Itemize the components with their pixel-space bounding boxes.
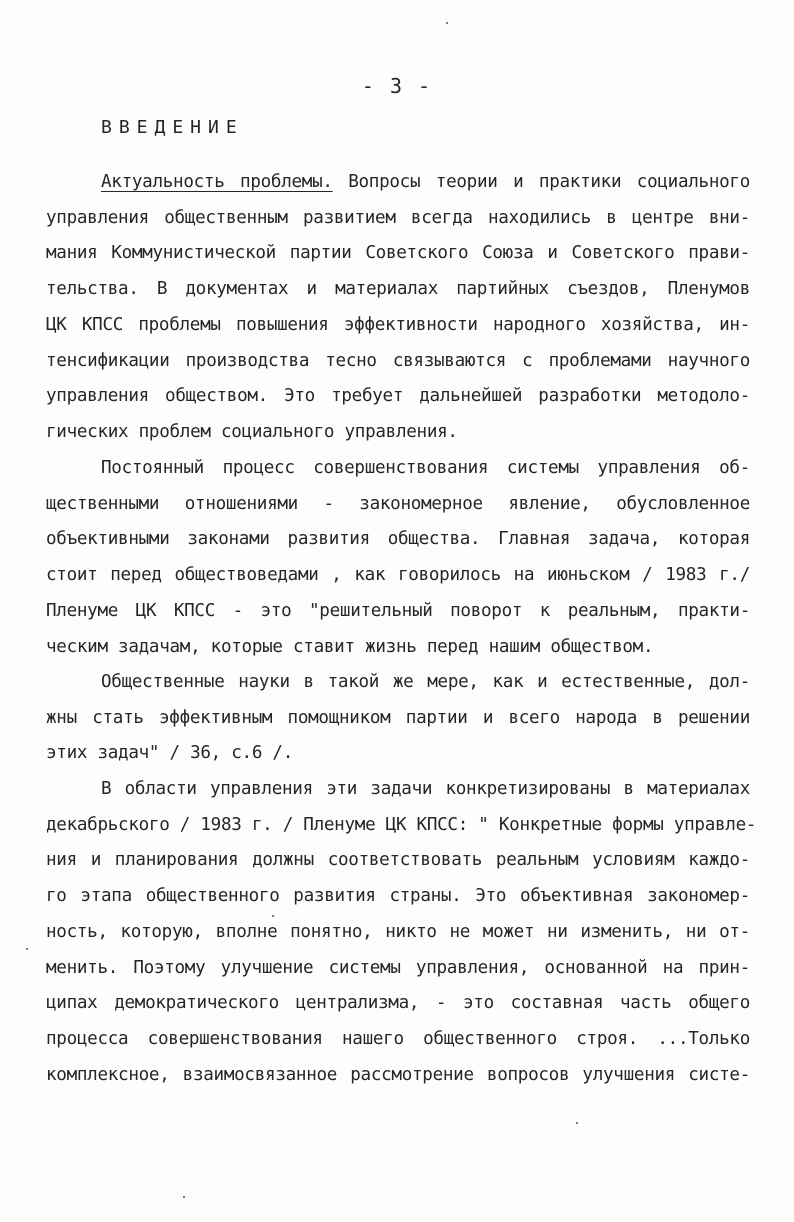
paragraph-line-text: Вопросы теории и практики социального xyxy=(332,172,751,192)
scan-speck xyxy=(446,22,448,24)
paragraph-social-sciences xyxy=(46,665,750,772)
paragraph-line: Пленуме ЦК КПСС - это "решительный поворот к реальным, практи- xyxy=(46,600,750,621)
paragraph-line: управления обществом. Это требует дальнейшей разработки методоло- xyxy=(46,386,750,407)
paragraph-line: Общественные науки в такой же мере, как и естественные, дол- xyxy=(101,672,750,692)
section-heading: ВВЕДЕНИЕ xyxy=(101,117,244,138)
paragraph-line: управления общественным развитием всегда находились в центре вни- xyxy=(46,207,750,228)
paragraph-line: объективными законами развития общества. Главная задача, которая xyxy=(46,529,750,550)
scan-speck xyxy=(26,948,28,950)
paragraph-line: декабрьского / 1983 г. / Пленуме ЦК КПСС: " Конкретные формы управле- xyxy=(46,814,757,835)
paragraph-line: менить. Поэтому улучшение системы управления, основанной на прин- xyxy=(46,957,750,978)
paragraph-line: тенсификации производства тесно связываются с проблемами научного xyxy=(46,350,750,371)
paragraph-relevance xyxy=(46,165,750,451)
paragraph-line: ципах демократического централизма, - это составная часть общего xyxy=(46,993,750,1014)
paragraph-line: ность, которую, вполне понятно, никто не может ни изменить, ни от- xyxy=(46,921,750,942)
paragraph-line: щественными отношениями - закономерное явление, обусловленное xyxy=(46,493,750,514)
paragraph-line: процесса совершенствования нашего общественного строя. ...Только xyxy=(46,1028,750,1049)
paragraph-line: Постоянный процесс совершенствования системы управления об- xyxy=(101,458,750,478)
paragraph-line: мания Коммунистической партии Советского Союза и Советского прави- xyxy=(46,243,750,264)
paragraph-line: жны стать эффективным помощником партии и всего народа в решении xyxy=(46,707,750,728)
paragraph-line: ЦК КПСС проблемы повышения эффективности народного хозяйства, ин- xyxy=(46,314,750,335)
page-number: - 3 - xyxy=(361,74,433,98)
scan-speck xyxy=(183,1196,185,1198)
paragraph-line: В области управления эти задачи конкретизированы в материалах xyxy=(101,779,750,799)
paragraph-line xyxy=(46,165,750,201)
paragraph-management xyxy=(46,772,757,1093)
paragraph-continuous-process xyxy=(46,451,750,665)
paragraph-line: тельства. В документах и материалах партийных съездов, Пленумов xyxy=(46,279,750,300)
paragraph-lead: Актуальность проблемы. xyxy=(101,172,333,192)
paragraph-line: го этапа общественного развития страны. Это объективная закономер- xyxy=(46,886,750,907)
paragraph-line: гических проблем социального управления. xyxy=(46,421,458,442)
scan-speck xyxy=(576,1122,578,1124)
paragraph-line: ческим задачам, которые ставит жизнь перед нашим обществом. xyxy=(46,636,654,657)
paragraph-line: ния и планирования должны соответствовать реальным условиям каждо- xyxy=(46,850,750,871)
paragraph-line: этих задач" / 36, с.6 /. xyxy=(46,743,294,764)
scan-speck xyxy=(272,915,274,917)
paragraph-line: комплексное, взаимосвязанное рассмотрение вопросов улучшения систе- xyxy=(46,1064,750,1085)
paragraph-line: стоит перед обществоведами , как говорилось на июньском / 1983 г./ xyxy=(46,565,750,586)
